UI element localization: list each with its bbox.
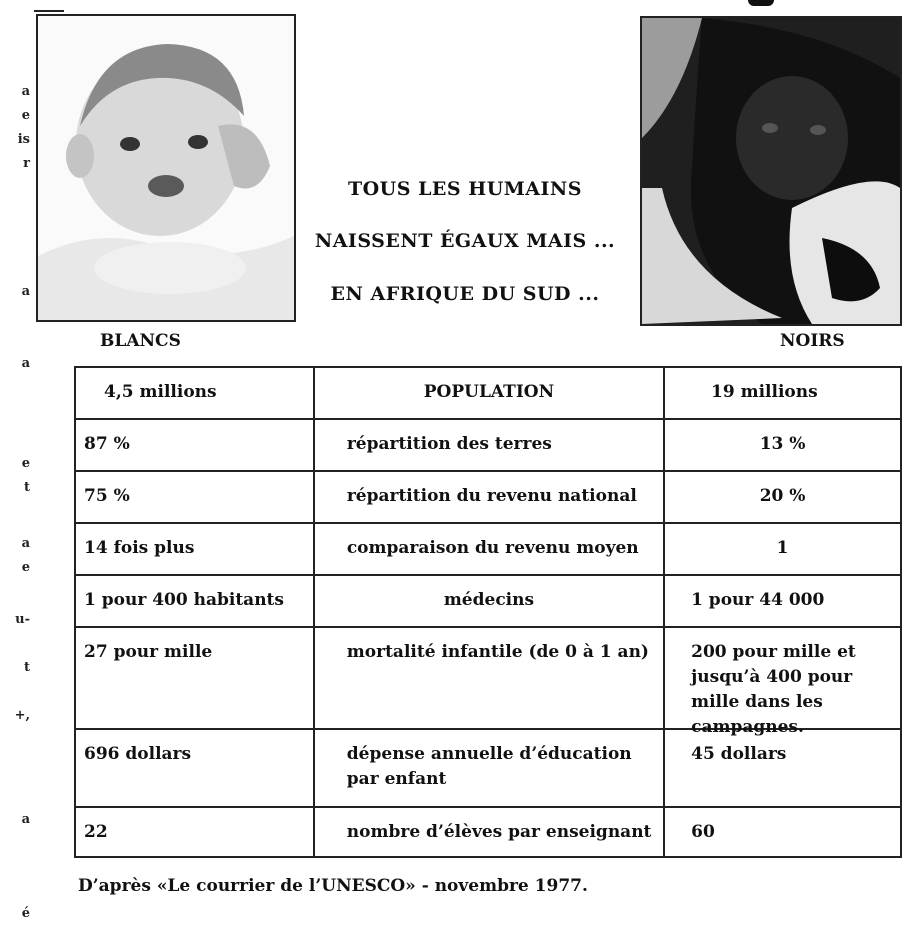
cell-blancs: 87 % [76, 420, 315, 470]
baby-illustration-icon [38, 16, 294, 320]
cell-blancs: 22 [76, 808, 315, 856]
margin-fragment: a [21, 356, 30, 371]
margin-fragment: é [21, 906, 30, 921]
cell-blancs: 696 dollars [76, 730, 315, 806]
photo-black-baby [640, 16, 902, 326]
cell-criterion: médecins [315, 576, 665, 626]
cell-blancs: 14 fois plus [76, 524, 315, 574]
cell-noirs: 13 % [759, 434, 806, 454]
top-dash [748, 0, 774, 6]
margin-fragment: a [21, 536, 30, 551]
cell-criterion: mortalité infantile (de 0 à 1 an) [315, 628, 665, 728]
cell-noirs: 20 % [759, 486, 806, 506]
cell-blancs: 4,5 millions [76, 368, 315, 418]
cell-criterion: répartition du revenu national [315, 472, 665, 522]
cell-criterion: répartition des terres [315, 420, 665, 470]
cell-blancs: 1 pour 400 habitants [76, 576, 315, 626]
table-row [76, 470, 900, 522]
cell-blancs: 27 pour mille [76, 628, 315, 728]
margin-fragment: a [21, 284, 30, 299]
cell-noirs: 19 millions [711, 382, 818, 402]
table-row [76, 806, 900, 856]
table-row [76, 418, 900, 470]
cell-noirs: 200 pour mille et jusqu’à 400 pour mille dans les campagnes. [691, 642, 856, 737]
cell-criterion: nombre d’élèves par enseignant [315, 808, 665, 856]
photo-white-baby [36, 14, 296, 322]
table-row [76, 626, 900, 737]
top-rule [34, 10, 64, 12]
margin-fragment: +, [14, 708, 30, 723]
margin-fragment: t [23, 660, 30, 675]
caption-blancs: BLANCS [100, 331, 181, 351]
cell-blancs: 75 % [76, 472, 315, 522]
comparison-table [74, 366, 902, 858]
table-row [76, 574, 900, 626]
margin-fragment: t [23, 480, 30, 495]
margin-fragment: is [17, 132, 30, 147]
margin-fragment: e [21, 560, 30, 575]
margin-fragment: r [23, 156, 30, 171]
cell-noirs: 45 dollars [691, 744, 787, 764]
headline-line-2: NAISSENT ÉGAUX MAIS ... [314, 230, 616, 252]
margin-fragment: u- [15, 612, 30, 627]
margin-fragment: a [21, 812, 30, 827]
headline-line-1: TOUS LES HUMAINS [347, 178, 583, 200]
margin-fragment: a [21, 84, 30, 99]
margin-fragment: e [21, 456, 30, 471]
table-row [76, 522, 900, 574]
cell-noirs: 1 pour 44 000 [691, 590, 825, 610]
headline-line-3: EN AFRIQUE DU SUD ... [330, 283, 600, 305]
table-row [76, 368, 900, 418]
table-row [76, 728, 900, 806]
cell-noirs: 1 [776, 538, 789, 558]
baby-illustration-icon [642, 18, 900, 324]
cell-criterion: dépense annuelle d’éducation par enfant [315, 730, 665, 806]
caption-noirs: NOIRS [780, 331, 845, 351]
source-citation: D’après «Le courrier de l’UNESCO» - novembre 1977. [78, 876, 588, 896]
cell-noirs: 60 [691, 822, 715, 842]
margin-fragment: e [21, 108, 30, 123]
cell-criterion: comparaison du revenu moyen [315, 524, 665, 574]
cell-criterion: POPULATION [315, 368, 665, 418]
